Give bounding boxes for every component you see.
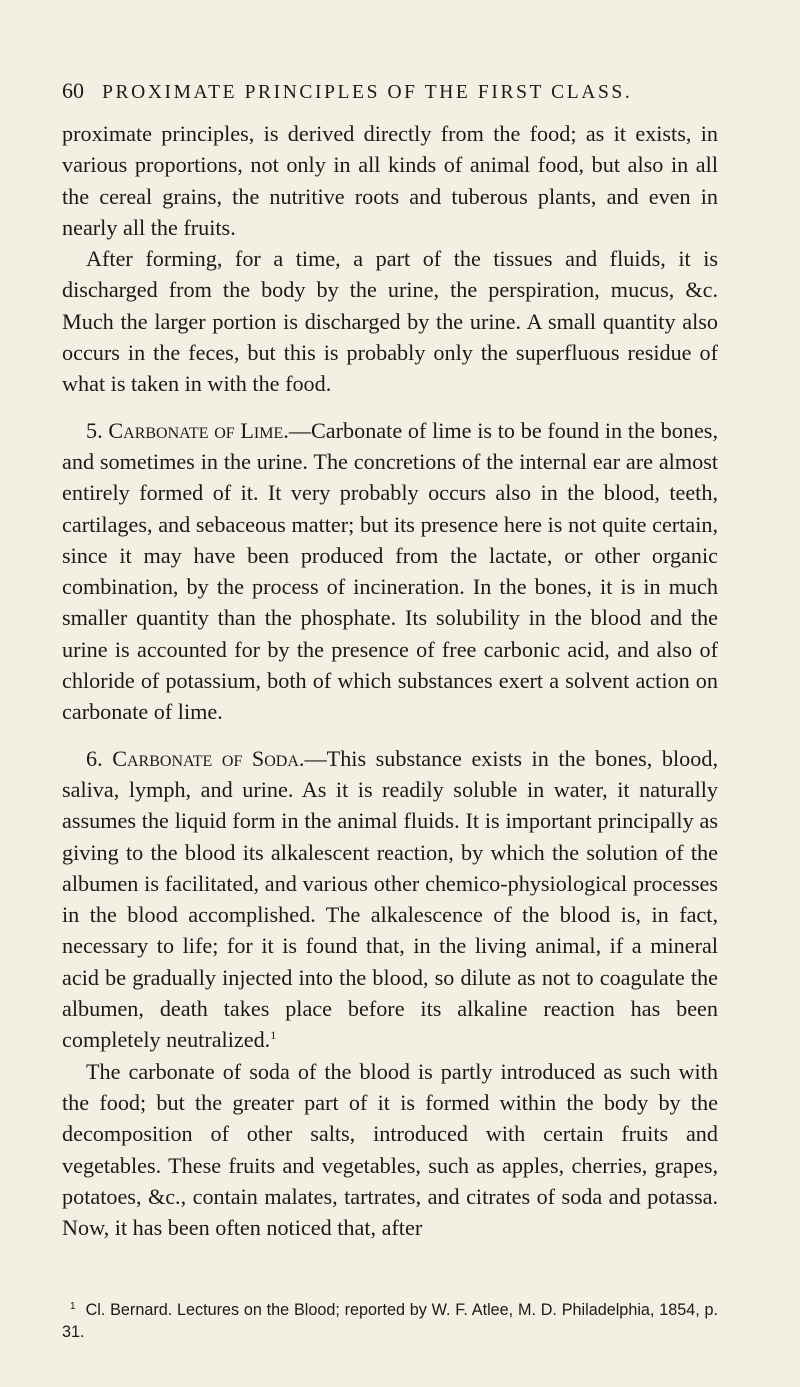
footnote-mark: 1 — [70, 1301, 76, 1312]
page-number: 60 — [62, 78, 84, 103]
section-body-soda: —This substance exists in the bones, blood, saliva, lymph, and urine. As it is readily soluble in water, it naturally assumes the liquid form in the animal fluids. It is important principally as giving to the blood its alkalescent reaction, by which the solution of the albumen is facilitated, and various other chemico-physiological processes in the blood accomplished. The alkalescence of the blood is, in fact, necessary to life; for it is found that, in the living animal, if a mineral acid be gradually injected into the blood, so dilute as not to coagulate the albumen, death takes place before its alkaline reaction has been completely neutralized. — [62, 745, 718, 1053]
paragraph-continuation: proximate principles, is derived directly from the food; as it exists, in various proportions, not only in all kinds of animal food, but also in all the cereal grains, the nutritive roots and tuberous plants, and even in nearly all the fruits. — [62, 121, 718, 240]
footnote — [62, 1296, 718, 1343]
footnote-text: Cl. Bernard. Lectures on the Blood; reported by W. F. Atlee, M. D. Philadelphia, 1854, p. 31. — [62, 1301, 718, 1341]
section-body-lime: —Carbonate of lime is to be found in the bones, and sometimes in the urine. The concretions of the internal ear are almost entirely formed of it. It very probably occurs also in the blood, teeth, cartilages, and sebaceous matter; but its presence here is not quite certain, since it may have been produced from the lactate, or other organic combination, by the process of incineration. In the bones, it is in much smaller quantity than the phosphate. Its solubility in the blood and the urine is accounted for by the presence of free carbonic acid, and also of chloride of potassium, both of which substances exert a solvent action on carbonate of lime. — [62, 417, 718, 725]
paragraph-carbonate-soda-blood: The carbonate of soda of the blood is partly introduced as such with the food; but the greater part of it is formed within the body by the decomposition of other salts, introduced with certain fruits and vegetables. These fruits and vegetables, such as apples, cherries, grapes, potatoes, &c., contain malates, tartrates, and citrates of soda and potassa. Now, it has been often noticed that, after — [62, 1058, 718, 1241]
body-text — [62, 118, 718, 1243]
running-header — [62, 78, 718, 104]
section-carbonate-of-lime — [62, 415, 718, 728]
footnote-reference: 1 — [270, 1028, 277, 1043]
running-title: PROXIMATE PRINCIPLES OF THE FIRST CLASS. — [102, 82, 633, 103]
section-heading-soda: 6. Carbonate of Soda. — [86, 745, 305, 771]
section-heading-lime: 5. Carbonate of Lime. — [86, 417, 289, 443]
paragraph-discharge: After forming, for a time, a part of the tissues and fluids, it is discharged from the body by the urine, the perspiration, mucus, &c. Much the larger portion is discharged by the urine. A small quantity also occurs in the feces, but this is probably only the superfluous residue of what is taken in with the food. — [62, 246, 718, 397]
section-carbonate-of-soda — [62, 743, 718, 1056]
